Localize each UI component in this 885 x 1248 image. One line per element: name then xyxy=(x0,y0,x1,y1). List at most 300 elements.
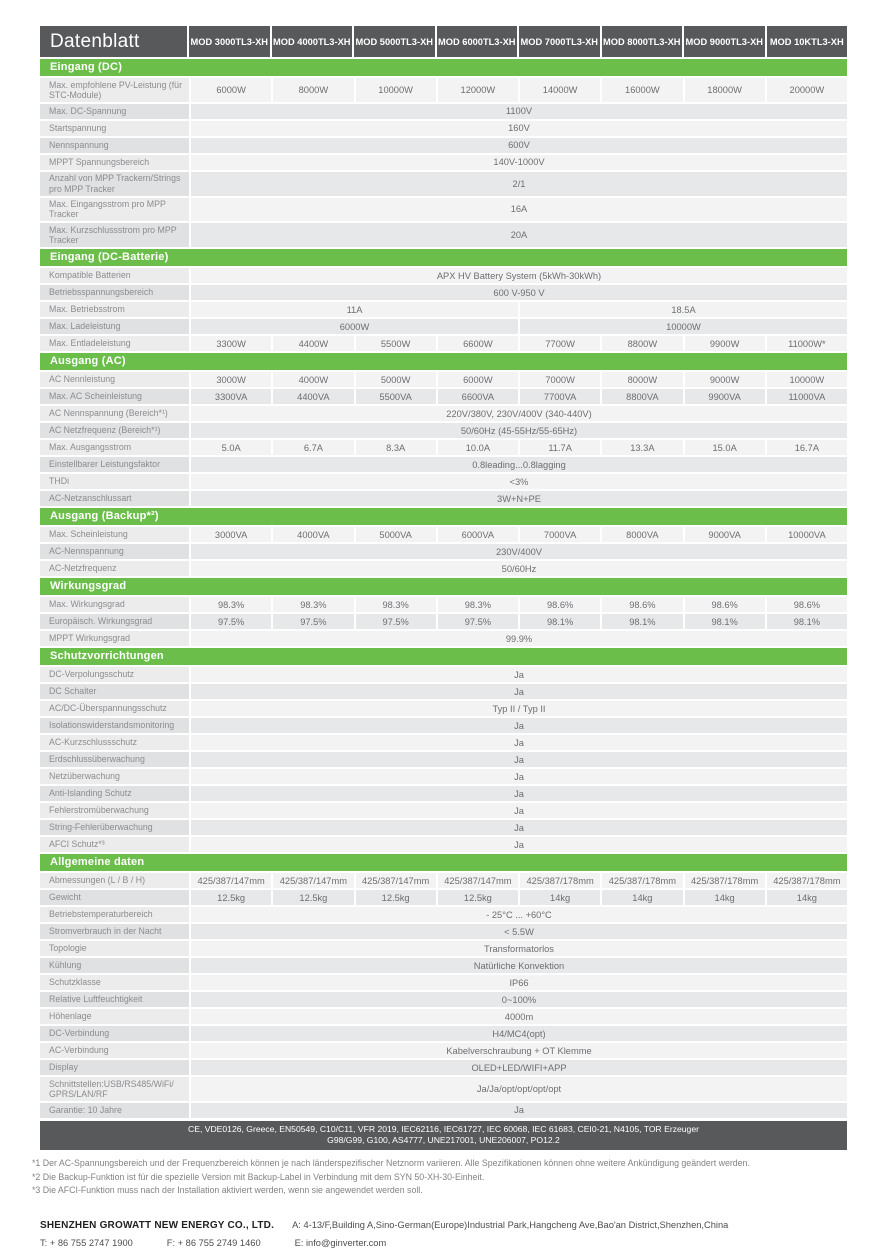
company-email: E: info@ginverter.com xyxy=(294,1237,387,1248)
value-cell: 4000VA xyxy=(273,527,353,542)
row-values xyxy=(191,223,847,247)
row-values xyxy=(191,958,847,973)
value-cell: Ja xyxy=(191,684,847,699)
value-cell: 160V xyxy=(191,121,847,136)
value-cell: 10000VA xyxy=(767,527,847,542)
row-label: Höhenlage xyxy=(40,1009,189,1024)
table-row xyxy=(40,172,847,196)
value-cell: OLED+LED/WIFI+APP xyxy=(191,1060,847,1075)
row-values xyxy=(191,667,847,682)
value-cell: 5000VA xyxy=(356,527,436,542)
row-label: Betriebstemperaturbereich xyxy=(40,907,189,922)
value-cell: 140V-1000V xyxy=(191,155,847,170)
row-label: Display xyxy=(40,1060,189,1075)
row-values xyxy=(191,837,847,852)
value-cell: 16000W xyxy=(602,78,682,102)
table-row xyxy=(40,1060,847,1075)
table-row xyxy=(40,684,847,699)
row-label: Max. empfohlene PV-Leistung (für STC-Module) xyxy=(40,78,189,102)
table-row xyxy=(40,138,847,153)
value-cell: H4/MC4(opt) xyxy=(191,1026,847,1041)
row-label: Schnittstellen:USB/RS485/WiFi/ GPRS/LAN/RF xyxy=(40,1077,189,1101)
value-cell: 6000W xyxy=(191,78,271,102)
row-values xyxy=(191,907,847,922)
footnote: *3 Die AFCI-Funktion muss nach der Installation aktiviert werden, wenn sie angewendet werden soll. xyxy=(32,1185,423,1196)
value-cell: - 25°C ... +60°C xyxy=(191,907,847,922)
value-cell: 14000W xyxy=(520,78,600,102)
value-cell: 2/1 xyxy=(191,172,847,196)
row-label: Max. DC-Spannung xyxy=(40,104,189,119)
company-address: A: 4-13/F,Building A,Sino-German(Europe)Industrial Park,Hangcheng Ave,Bao'an District,Shenzhen,China xyxy=(292,1219,729,1230)
value-cell: 12.5kg xyxy=(356,890,436,905)
value-cell: Transformatorlos xyxy=(191,941,847,956)
row-values xyxy=(191,1043,847,1058)
table-row xyxy=(40,975,847,990)
value-cell: 12.5kg xyxy=(438,890,518,905)
row-values xyxy=(191,1103,847,1118)
table-row xyxy=(40,907,847,922)
table-row xyxy=(40,631,847,646)
row-label: THDi xyxy=(40,474,189,489)
table-row xyxy=(40,769,847,784)
value-cell: Ja xyxy=(191,1103,847,1118)
table-row xyxy=(40,1077,847,1101)
table-row xyxy=(40,302,847,317)
value-cell: 6600W xyxy=(438,336,518,351)
row-values xyxy=(191,631,847,646)
model-column-header: MOD 10KTL3-XH xyxy=(767,26,848,57)
company-name: SHENZHEN GROWATT NEW ENERGY CO., LTD. xyxy=(40,1219,275,1231)
value-cell: 4400VA xyxy=(273,389,353,404)
row-label: MPPT Spannungsbereich xyxy=(40,155,189,170)
table-row xyxy=(40,491,847,506)
value-cell: APX HV Battery System (5kWh-30kWh) xyxy=(191,268,847,283)
table-row xyxy=(40,1009,847,1024)
value-cell: 98.3% xyxy=(356,597,436,612)
value-cell: 98.1% xyxy=(767,614,847,629)
row-values xyxy=(191,319,847,334)
row-values xyxy=(191,614,847,629)
value-cell: 8000VA xyxy=(602,527,682,542)
table-row xyxy=(40,198,847,222)
value-cell: Kabelverschraubung + OT Klemme xyxy=(191,1043,847,1058)
footnotes xyxy=(32,1157,847,1198)
row-values xyxy=(191,527,847,542)
row-values xyxy=(191,769,847,784)
row-label: Max. Entladeleistung xyxy=(40,336,189,351)
row-label: Kompatible Batterien xyxy=(40,268,189,283)
row-label: Gewicht xyxy=(40,890,189,905)
row-values xyxy=(191,285,847,300)
value-cell: 6000W xyxy=(438,372,518,387)
value-cell: 14kg xyxy=(767,890,847,905)
table-row xyxy=(40,285,847,300)
row-values xyxy=(191,561,847,576)
value-cell: 0~100% xyxy=(191,992,847,1007)
row-values xyxy=(191,803,847,818)
value-cell: 9000W xyxy=(685,372,765,387)
table-row xyxy=(40,155,847,170)
row-values xyxy=(191,786,847,801)
value-cell: <3% xyxy=(191,474,847,489)
value-cell: 6000VA xyxy=(438,527,518,542)
row-label: AC-Kurzschlussschutz xyxy=(40,735,189,750)
value-cell: 1100V xyxy=(191,104,847,119)
row-values xyxy=(191,372,847,387)
table-row xyxy=(40,474,847,489)
table-row xyxy=(40,544,847,559)
row-label: AC-Netzfrequenz xyxy=(40,561,189,576)
company-phone: T: + 86 755 2747 1900 xyxy=(40,1237,133,1248)
table-row xyxy=(40,597,847,612)
value-cell: 98.3% xyxy=(438,597,518,612)
value-cell: 6000W xyxy=(191,319,518,334)
table-row xyxy=(40,389,847,404)
value-cell: 11.7A xyxy=(520,440,600,455)
table-row xyxy=(40,406,847,421)
value-cell: Ja xyxy=(191,837,847,852)
value-cell: 98.1% xyxy=(520,614,600,629)
row-values xyxy=(191,491,847,506)
row-values xyxy=(191,684,847,699)
row-values xyxy=(191,302,847,317)
value-cell: 425/387/178mm xyxy=(767,873,847,888)
value-cell: 16A xyxy=(191,198,847,222)
value-cell: Ja xyxy=(191,735,847,750)
row-label: Max. Betriebsstrom xyxy=(40,302,189,317)
table-row xyxy=(40,1026,847,1041)
value-cell: 11000VA xyxy=(767,389,847,404)
table-row xyxy=(40,336,847,351)
row-label: Kühlung xyxy=(40,958,189,973)
row-values xyxy=(191,820,847,835)
table-row xyxy=(40,104,847,119)
row-values xyxy=(191,544,847,559)
value-cell: 425/387/147mm xyxy=(356,873,436,888)
value-cell: 4000W xyxy=(273,372,353,387)
value-cell: Ja/Ja/opt/opt/opt/opt xyxy=(191,1077,847,1101)
value-cell: 6.7A xyxy=(273,440,353,455)
value-cell: 8000W xyxy=(602,372,682,387)
value-cell: Natürliche Konvektion xyxy=(191,958,847,973)
table-header xyxy=(40,26,847,57)
value-cell: 12.5kg xyxy=(273,890,353,905)
value-cell: 98.6% xyxy=(685,597,765,612)
value-cell: 10.0A xyxy=(438,440,518,455)
model-column-header: MOD 6000TL3-XH xyxy=(437,26,518,57)
footnote: *1 Der AC-Spannungsbereich und der Frequenzbereich können je nach länderspezifischer Netznorm variieren. Alle Spezifikationen können ohne weitere Ankündigung geändert werden. xyxy=(32,1158,750,1169)
row-label: AC-Nennspannung xyxy=(40,544,189,559)
model-column-header: MOD 7000TL3-XH xyxy=(519,26,600,57)
table-row xyxy=(40,958,847,973)
table-row xyxy=(40,803,847,818)
table-row xyxy=(40,820,847,835)
value-cell: 9000VA xyxy=(685,527,765,542)
model-column-header: MOD 4000TL3-XH xyxy=(272,26,353,57)
table-row xyxy=(40,121,847,136)
footnote: *2 Die Backup-Funktion ist für die spezielle Version mit Backup-Label in Verbindung mit dem SYN 50-XH-30-Einheit. xyxy=(32,1171,485,1182)
row-label: AC-Netzanschlussart xyxy=(40,491,189,506)
row-values xyxy=(191,1077,847,1101)
value-cell: 7000VA xyxy=(520,527,600,542)
value-cell: 97.5% xyxy=(191,614,271,629)
table-row xyxy=(40,268,847,283)
row-label: AC-Verbindung xyxy=(40,1043,189,1058)
row-label: Max. AC Scheinleistung xyxy=(40,389,189,404)
row-label: DC-Verpolungsschutz xyxy=(40,667,189,682)
row-label: DC-Verbindung xyxy=(40,1026,189,1041)
row-label: AC/DC-Überspannungsschutz xyxy=(40,701,189,716)
value-cell: Ja xyxy=(191,667,847,682)
table-row xyxy=(40,837,847,852)
table-row xyxy=(40,527,847,542)
table-row xyxy=(40,786,847,801)
row-label: AC Nennspannung (Bereich*¹) xyxy=(40,406,189,421)
value-cell: 3000W xyxy=(191,372,271,387)
value-cell: 8800VA xyxy=(602,389,682,404)
spec-table xyxy=(40,26,847,1118)
row-label: Startspannung xyxy=(40,121,189,136)
row-label: Nennspannung xyxy=(40,138,189,153)
row-values xyxy=(191,268,847,283)
value-cell: 220V/380V, 230V/400V (340-440V) xyxy=(191,406,847,421)
value-cell: 6600VA xyxy=(438,389,518,404)
value-cell: Typ II / Typ II xyxy=(191,701,847,716)
section-header: Eingang (DC-Batterie) xyxy=(40,249,847,266)
row-values xyxy=(191,406,847,421)
row-values xyxy=(191,104,847,119)
value-cell: 7700W xyxy=(520,336,600,351)
value-cell: 20000W xyxy=(767,78,847,102)
value-cell: < 5.5W xyxy=(191,924,847,939)
row-values xyxy=(191,752,847,767)
value-cell: 10000W xyxy=(356,78,436,102)
row-values xyxy=(191,1026,847,1041)
value-cell: 15.0A xyxy=(685,440,765,455)
company-footer xyxy=(40,1220,847,1248)
value-cell: 99.9% xyxy=(191,631,847,646)
row-values xyxy=(191,78,847,102)
value-cell: 12000W xyxy=(438,78,518,102)
value-cell: 4400W xyxy=(273,336,353,351)
row-label: Betriebsspannungsbereich xyxy=(40,285,189,300)
value-cell: 7000W xyxy=(520,372,600,387)
section-header: Ausgang (AC) xyxy=(40,353,847,370)
value-cell: 50/60Hz xyxy=(191,561,847,576)
row-values xyxy=(191,336,847,351)
company-fax: F: + 86 755 2749 1460 xyxy=(166,1237,261,1248)
value-cell: 8000W xyxy=(273,78,353,102)
table-row xyxy=(40,718,847,733)
value-cell: 3W+N+PE xyxy=(191,491,847,506)
table-row xyxy=(40,701,847,716)
value-cell: Ja xyxy=(191,718,847,733)
table-row xyxy=(40,941,847,956)
value-cell: Ja xyxy=(191,786,847,801)
row-label: Max. Wirkungsgrad xyxy=(40,597,189,612)
row-label: Stromverbrauch in der Nacht xyxy=(40,924,189,939)
row-label: AC Netzfrequenz (Bereich*¹) xyxy=(40,423,189,438)
value-cell: 98.1% xyxy=(685,614,765,629)
certifications-line: G98/G99, G100, AS4777, UNE217001, UNE206007, PO12.2 xyxy=(327,1134,560,1145)
row-values xyxy=(191,474,847,489)
row-values xyxy=(191,121,847,136)
value-cell: 98.6% xyxy=(602,597,682,612)
table-row xyxy=(40,1103,847,1118)
section-header: Allgemeine daten xyxy=(40,854,847,871)
table-row xyxy=(40,319,847,334)
value-cell: IP66 xyxy=(191,975,847,990)
value-cell: 5.0A xyxy=(191,440,271,455)
row-values xyxy=(191,440,847,455)
value-cell: 20A xyxy=(191,223,847,247)
row-values xyxy=(191,172,847,196)
row-values xyxy=(191,457,847,472)
value-cell: 425/387/178mm xyxy=(602,873,682,888)
table-row xyxy=(40,735,847,750)
row-values xyxy=(191,198,847,222)
value-cell: 425/387/178mm xyxy=(520,873,600,888)
value-cell: 14kg xyxy=(520,890,600,905)
value-cell: 98.3% xyxy=(273,597,353,612)
row-label: Fehlerstromüberwachung xyxy=(40,803,189,818)
value-cell: 425/387/178mm xyxy=(685,873,765,888)
value-cell: 10000W xyxy=(520,319,847,334)
section-header: Wirkungsgrad xyxy=(40,578,847,595)
table-row xyxy=(40,561,847,576)
value-cell: 16.7A xyxy=(767,440,847,455)
value-cell: 0.8leading...0.8lagging xyxy=(191,457,847,472)
value-cell: 97.5% xyxy=(438,614,518,629)
table-row xyxy=(40,372,847,387)
table-row xyxy=(40,992,847,1007)
value-cell: 97.5% xyxy=(273,614,353,629)
row-label: Max. Ausgangsstrom xyxy=(40,440,189,455)
row-values xyxy=(191,718,847,733)
value-cell: Ja xyxy=(191,803,847,818)
row-label: Abmessungen (L / B / H) xyxy=(40,873,189,888)
row-values xyxy=(191,890,847,905)
certifications-bar xyxy=(40,1121,847,1150)
table-row xyxy=(40,752,847,767)
value-cell: 11A xyxy=(191,302,518,317)
row-values xyxy=(191,992,847,1007)
value-cell: 4000m xyxy=(191,1009,847,1024)
model-column-header: MOD 9000TL3-XH xyxy=(684,26,765,57)
value-cell: 5500VA xyxy=(356,389,436,404)
value-cell: Ja xyxy=(191,752,847,767)
value-cell: 12.5kg xyxy=(191,890,271,905)
value-cell: 9900VA xyxy=(685,389,765,404)
value-cell: 3300VA xyxy=(191,389,271,404)
value-cell: 98.6% xyxy=(520,597,600,612)
value-cell: 8.3A xyxy=(356,440,436,455)
value-cell: 98.3% xyxy=(191,597,271,612)
value-cell: 3000VA xyxy=(191,527,271,542)
row-label: MPPT Wirkungsgrad xyxy=(40,631,189,646)
value-cell: 3300W xyxy=(191,336,271,351)
model-column-header: MOD 3000TL3-XH xyxy=(189,26,270,57)
row-label: AFCI Schutz*³ xyxy=(40,837,189,852)
table-row xyxy=(40,667,847,682)
value-cell: 18.5A xyxy=(520,302,847,317)
row-label: Einstellbarer Leistungsfaktor xyxy=(40,457,189,472)
value-cell: 5000W xyxy=(356,372,436,387)
table-row xyxy=(40,78,847,102)
row-values xyxy=(191,975,847,990)
row-label: Max. Eingangsstrom pro MPP Tracker xyxy=(40,198,189,222)
row-values xyxy=(191,423,847,438)
table-row xyxy=(40,457,847,472)
row-label: Max. Scheinleistung xyxy=(40,527,189,542)
certifications-line: CE, VDE0126, Greece, EN50549, C10/C11, VFR 2019, IEC62116, IEC61727, IEC 60068, IEC 61683, CEI0-21, N4105, TOR Erzeuger xyxy=(188,1123,699,1134)
value-cell: 8800W xyxy=(602,336,682,351)
section-header: Eingang (DC) xyxy=(40,59,847,76)
value-cell: 10000W xyxy=(767,372,847,387)
value-cell: 425/387/147mm xyxy=(191,873,271,888)
row-values xyxy=(191,924,847,939)
row-values xyxy=(191,138,847,153)
value-cell: 5500W xyxy=(356,336,436,351)
row-label: Garantie: 10 Jahre xyxy=(40,1103,189,1118)
row-label: Erdschlussüberwachung xyxy=(40,752,189,767)
row-label: Netzüberwachung xyxy=(40,769,189,784)
row-label: Topologie xyxy=(40,941,189,956)
row-label: String-Fehlerüberwachung xyxy=(40,820,189,835)
row-values xyxy=(191,735,847,750)
model-column-header: MOD 8000TL3-XH xyxy=(602,26,683,57)
value-cell: 14kg xyxy=(685,890,765,905)
row-values xyxy=(191,597,847,612)
value-cell: 600 V-950 V xyxy=(191,285,847,300)
table-row xyxy=(40,924,847,939)
table-row xyxy=(40,614,847,629)
value-cell: 425/387/147mm xyxy=(438,873,518,888)
value-cell: 50/60Hz (45-55Hz/55-65Hz) xyxy=(191,423,847,438)
row-values xyxy=(191,701,847,716)
table-row xyxy=(40,440,847,455)
row-values xyxy=(191,155,847,170)
row-values xyxy=(191,1009,847,1024)
value-cell: 9900W xyxy=(685,336,765,351)
row-values xyxy=(191,873,847,888)
value-cell: 230V/400V xyxy=(191,544,847,559)
value-cell: 11000W* xyxy=(767,336,847,351)
value-cell: 97.5% xyxy=(356,614,436,629)
page-title: Datenblatt xyxy=(40,26,187,57)
row-label: Max. Kurzschlussstrom pro MPP Tracker xyxy=(40,223,189,247)
value-cell: 18000W xyxy=(685,78,765,102)
row-values xyxy=(191,941,847,956)
value-cell: 7700VA xyxy=(520,389,600,404)
row-values xyxy=(191,1060,847,1075)
value-cell: 98.1% xyxy=(602,614,682,629)
row-label: Schutzklasse xyxy=(40,975,189,990)
value-cell: 13.3A xyxy=(602,440,682,455)
table-row xyxy=(40,873,847,888)
row-label: DC Schalter xyxy=(40,684,189,699)
model-column-header: MOD 5000TL3-XH xyxy=(354,26,435,57)
value-cell: 98.6% xyxy=(767,597,847,612)
value-cell: Ja xyxy=(191,769,847,784)
value-cell: 14kg xyxy=(602,890,682,905)
row-label: Relative Luftfeuchtigkeit xyxy=(40,992,189,1007)
table-row xyxy=(40,1043,847,1058)
row-label: Anti-Islanding Schutz xyxy=(40,786,189,801)
section-header: Ausgang (Backup*²) xyxy=(40,508,847,525)
table-row xyxy=(40,890,847,905)
value-cell: 425/387/147mm xyxy=(273,873,353,888)
